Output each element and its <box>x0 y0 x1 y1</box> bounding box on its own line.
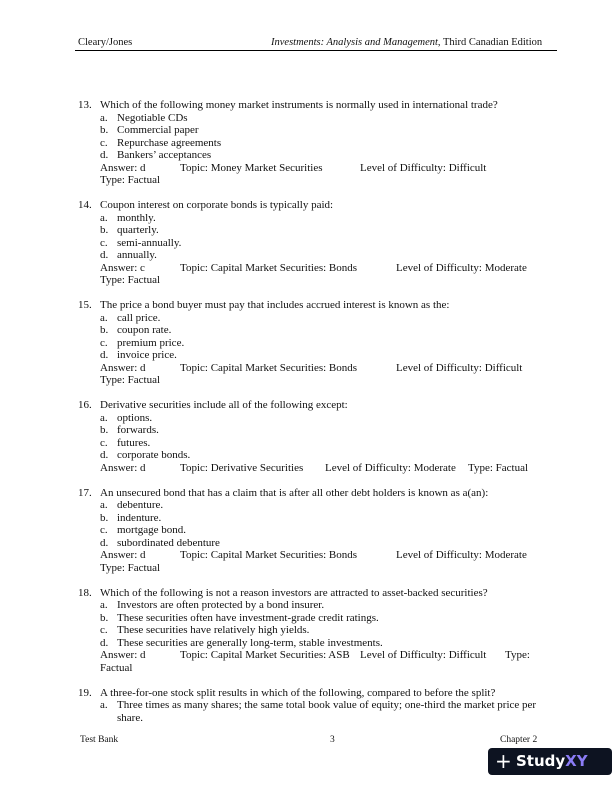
option-letter: b. <box>100 224 109 236</box>
type: Factual <box>100 661 133 674</box>
option-text: Three times as many shares; the same total book value of equity; one-third the market price per <box>117 699 537 711</box>
question-list <box>78 99 558 737</box>
answer: Answer: d <box>100 549 146 561</box>
question-number: 13. <box>78 99 92 111</box>
option-item <box>78 112 558 125</box>
option-letter: a. <box>100 699 108 711</box>
option-item <box>78 412 558 425</box>
difficulty: Level of Difficulty: Moderate <box>325 461 456 474</box>
option-letter: d. <box>100 449 109 461</box>
logo-text: Study <box>516 752 566 770</box>
option-text: Bankers’ acceptances <box>117 149 212 161</box>
question-number: 14. <box>78 199 92 211</box>
option-text: semi-annually. <box>117 236 182 249</box>
question-line <box>78 687 558 700</box>
question-number: 16. <box>78 399 92 411</box>
question-line <box>78 199 558 212</box>
page-number: 3 <box>330 735 335 745</box>
question-item <box>78 299 558 387</box>
type-line <box>78 174 558 187</box>
option-text-cont: share. <box>117 711 143 724</box>
header-author: Cleary/Jones <box>78 37 133 48</box>
type: Type: Factual <box>468 461 529 474</box>
option-item <box>78 624 558 637</box>
option-letter: d. <box>100 249 109 261</box>
option-text: mortgage bond. <box>117 524 187 536</box>
option-text: Commercial paper <box>117 124 199 136</box>
type-line <box>78 274 558 287</box>
question-text: The price a bond buyer must pay that includes accrued interest is known as the: <box>100 299 450 311</box>
topic: Topic: Capital Market Securities: Bonds <box>180 549 358 561</box>
header-title <box>271 37 542 48</box>
footer-left: Test Bank <box>80 735 119 745</box>
option-item <box>78 512 558 525</box>
option-letter: c. <box>100 436 108 449</box>
option-item <box>78 237 558 250</box>
option-item <box>78 437 558 450</box>
option-letter: d. <box>100 536 109 549</box>
option-text: futures. <box>117 436 151 449</box>
question-item <box>78 687 558 725</box>
question-line <box>78 299 558 312</box>
type: Type: <box>505 649 530 661</box>
answer: Answer: d <box>100 161 146 174</box>
topic: Topic: Capital Market Securities: ASB <box>180 649 350 661</box>
option-text: corporate bonds. <box>117 449 191 461</box>
option-item <box>78 612 558 625</box>
answer-line <box>78 162 558 175</box>
question-line <box>78 99 558 112</box>
option-text: Negotiable CDs <box>117 111 188 124</box>
option-item <box>78 699 558 712</box>
answer-line <box>78 649 558 662</box>
type-line <box>78 662 558 675</box>
option-text: monthly. <box>117 211 156 224</box>
option-letter: d. <box>100 349 109 361</box>
option-item <box>78 312 558 325</box>
studyxy-logo[interactable] <box>488 748 612 775</box>
option-item <box>78 524 558 537</box>
type: Type: Factual <box>100 274 161 286</box>
option-letter: a. <box>100 599 108 611</box>
header-title-italic: Investments: Analysis and Management <box>271 37 438 48</box>
option-text: invoice price. <box>117 349 177 361</box>
topic: Topic: Money Market Securities <box>180 161 323 174</box>
type: Type: Factual <box>100 561 161 574</box>
option-item <box>78 637 558 650</box>
difficulty: Level of Difficulty: Moderate <box>396 261 527 274</box>
option-letter: a. <box>100 411 108 424</box>
difficulty: Level of Difficulty: Difficult <box>360 161 487 174</box>
question-number: 19. <box>78 686 92 699</box>
answer: Answer: c <box>100 261 145 274</box>
question-number: 17. <box>78 486 92 499</box>
topic: Topic: Capital Market Securities: Bonds <box>180 361 358 374</box>
option-item <box>78 499 558 512</box>
option-letter: d. <box>100 636 109 649</box>
option-text: call price. <box>117 311 161 324</box>
option-item <box>78 212 558 225</box>
difficulty: Level of Difficulty: Moderate <box>396 549 527 561</box>
difficulty: Level of Difficulty: Difficult <box>396 361 523 374</box>
option-item <box>78 224 558 237</box>
option-item <box>78 537 558 550</box>
option-item <box>78 337 558 350</box>
option-letter: b. <box>100 324 109 336</box>
question-text: Coupon interest on corporate bonds is typically paid: <box>100 199 334 211</box>
option-item <box>78 137 558 150</box>
footer-right: Chapter 2 <box>500 735 538 745</box>
option-letter: d. <box>100 149 109 161</box>
question-text: Which of the following is not a reason investors are attracted to asset-backed securities? <box>100 586 488 599</box>
option-text: These securities have relatively high yields. <box>117 624 310 636</box>
difficulty: Level of Difficulty: Difficult <box>360 649 487 661</box>
answer: Answer: d <box>100 649 146 661</box>
question-item <box>78 399 558 474</box>
option-text: premium price. <box>117 336 185 349</box>
type: Type: Factual <box>100 174 161 186</box>
option-text: annually. <box>117 249 157 261</box>
option-text: forwards. <box>117 424 159 436</box>
question-text: Derivative securities include all of the following except: <box>100 399 348 411</box>
question-number: 15. <box>78 299 92 311</box>
option-text: coupon rate. <box>117 324 172 336</box>
question-item <box>78 199 558 287</box>
option-item <box>78 424 558 437</box>
option-item <box>78 124 558 137</box>
answer: Answer: d <box>100 361 146 374</box>
option-letter: a. <box>100 311 108 324</box>
option-item <box>78 324 558 337</box>
question-item <box>78 99 558 187</box>
option-letter: a. <box>100 111 108 124</box>
option-text: Investors are often protected by a bond insurer. <box>117 599 325 611</box>
answer: Answer: d <box>100 461 146 474</box>
type: Type: Factual <box>100 374 161 386</box>
option-text: debenture. <box>117 499 164 511</box>
option-item <box>78 149 558 162</box>
question-line <box>78 487 558 500</box>
option-letter: c. <box>100 624 108 636</box>
type-line <box>78 562 558 575</box>
option-letter: b. <box>100 511 109 524</box>
option-letter: b. <box>100 424 109 436</box>
answer-line <box>78 462 558 475</box>
answer-line <box>78 362 558 375</box>
option-letter: a. <box>100 211 108 224</box>
question-item <box>78 587 558 675</box>
option-letter: c. <box>100 236 108 249</box>
header-rule <box>75 50 557 51</box>
option-item <box>78 249 558 262</box>
option-text: quarterly. <box>117 224 159 236</box>
option-text: subordinated debenture <box>117 536 220 549</box>
option-continuation <box>78 712 558 725</box>
option-text: options. <box>117 411 153 424</box>
logo-accent: XY <box>565 752 588 770</box>
answer-line <box>78 549 558 562</box>
topic: Topic: Capital Market Securities: Bonds <box>180 261 358 274</box>
option-text: These securities often have investment-grade credit ratings. <box>117 611 379 624</box>
question-line <box>78 587 558 600</box>
question-text: An unsecured bond that has a claim that is after all other debt holders is known as a(an): <box>100 486 489 499</box>
option-letter: b. <box>100 124 109 136</box>
option-letter: c. <box>100 336 108 349</box>
option-item <box>78 449 558 462</box>
type-line <box>78 374 558 387</box>
question-line <box>78 399 558 412</box>
option-letter: b. <box>100 611 109 624</box>
option-letter: c. <box>100 136 108 149</box>
question-item <box>78 487 558 575</box>
option-text: Repurchase agreements <box>117 136 222 149</box>
answer-line <box>78 262 558 275</box>
option-text: indenture. <box>117 511 162 524</box>
option-item <box>78 349 558 362</box>
question-text: Which of the following money market instruments is normally used in international trade? <box>100 99 498 111</box>
option-letter: c. <box>100 524 108 536</box>
option-item <box>78 599 558 612</box>
plus-icon: + <box>495 749 512 773</box>
question-text: A three-for-one stock split results in which of the following, compared to before the split? <box>100 686 496 699</box>
option-letter: a. <box>100 499 108 511</box>
option-text: These securities are generally long-term, stable investments. <box>117 636 383 649</box>
header-title-rest: , Third Canadian Edition <box>437 37 543 48</box>
topic: Topic: Derivative Securities <box>180 461 304 474</box>
question-number: 18. <box>78 586 92 599</box>
